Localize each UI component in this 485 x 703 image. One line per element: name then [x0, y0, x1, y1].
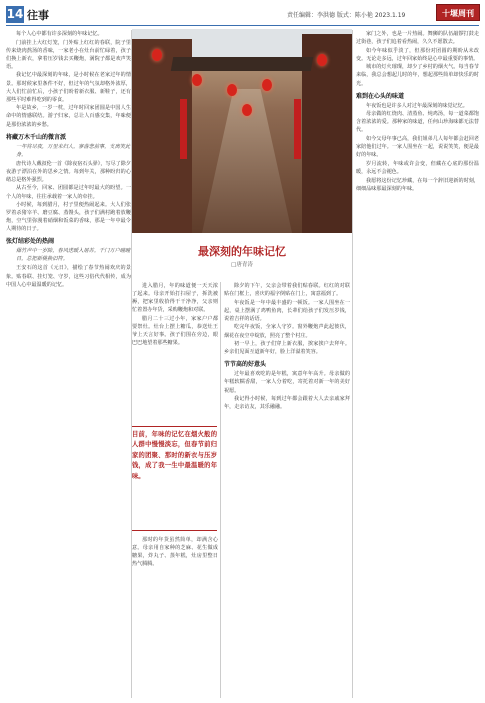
subheading: 将藏万木千山的微言派	[6, 133, 67, 141]
paragraph: 岁月流转，年味或许会变，但藏在心底的那份温暖，永远不会褪色。	[356, 160, 479, 175]
page-number: 14	[6, 7, 24, 21]
paragraph: 进入腊月，年的味道便一天天浓了起来。母亲开始打扫屋子，拆洗被褥，把家里收拾得干干净净，父亲则忙着置办年货，采购鞭炮和对联。	[132, 283, 218, 314]
paragraph: 吃完年夜饭，全家人守岁。窗外鞭炮声此起彼伏，烟花在夜空中绽放，照亮了整个村庄。	[224, 324, 350, 339]
paragraph: 小时候，每到腊月，村子里便热闹起来。大人们张罗着杀猪宰羊、磨豆腐、蒸馒头，孩子们满村跑着放鞭炮，空气里弥漫着硝烟和饭菜的香味，那是一年中最令人期待的日子。	[6, 202, 131, 233]
page-header	[0, 0, 485, 28]
paragraph: 门前挂上大红灯笼，门外贴上红红的春联，院子里传来烧肉熬汤的香味，一家老小在灶台前忙碌着，孩子们换上新衣，拿着压岁钱去买鞭炮，满院子都是欢声笑语。	[6, 39, 131, 70]
lantern-icon	[242, 104, 252, 116]
left-column	[6, 30, 131, 698]
lantern-icon	[152, 49, 162, 61]
column-divider	[220, 282, 221, 698]
paragraph: 母亲做的红烧肉、清蒸鱼、炖鸡汤，每一道菜都饱含着浓浓的爱。那种家的味道，任何山珍海味都无法替代。	[356, 111, 479, 134]
lantern-icon	[262, 79, 272, 91]
paragraph: 我记得小时候，每到过年都会跟着大人去亲戚家拜年，走亲访友，其乐融融。	[224, 396, 350, 411]
article-title: 最深刻的年味记忆	[198, 245, 286, 258]
couplet-icon	[180, 99, 187, 159]
paragraph: 那时的年货虽然简单，却满含心意。母亲用自家种的芝麻、花生做成糖果，炸丸子、蒸年糕，灶房里整日热气腾腾。	[132, 537, 218, 568]
street-photo	[132, 29, 352, 233]
paragraph: 每个人心中都有许多深刻的年味记忆。	[16, 31, 103, 37]
paragraph: 我记忆中最深刻的年味，是小时候在老家过年的情景。那时候家里条件不好，但过年的气氛却格外浓厚，大人们忙前忙后，小孩子们盼着新衣服、新鞋子，还有那些平时难得吃到的零食。	[6, 72, 131, 103]
quote-rule	[132, 426, 217, 427]
paragraph: 家门之外，也是一片热闹。舞狮的队伍敲锣打鼓走过街巷，孩子们追着看热闹，久久不愿散去。	[356, 31, 479, 46]
paragraph: 年夜饭是一年中最丰盛的一顿饭。一家人围坐在一起，桌上摆满了鸡鸭鱼肉，长辈们给孩子们发压岁钱，说着吉祥的话语。	[224, 299, 350, 322]
section-title: 往事	[27, 9, 49, 22]
paragraph: 初一早上，孩子们穿上新衣服，挨家挨户去拜年。乡亲们见面互道新年好，脸上洋溢着笑容。	[224, 341, 350, 356]
paragraph: 年是故乡，一岁一枕，过年时回家团圆是中国人生命中的情感联结。游子归家，总让人百感交集，年味便是那份浓浓的乡愁。	[6, 105, 131, 128]
lantern-icon	[192, 74, 202, 86]
middle-column-1-top	[132, 282, 218, 422]
paragraph: 如今父母年事已高，我们姐弟几人每年都会赶回老家陪他们过年。一家人围坐在一起，说说笑笑，便是最好的年味。	[356, 136, 479, 159]
paragraph: 如今年味似乎淡了，但那份对团圆的期盼从未改变。无论走多远，过年回家始终是心中最重要的事情。	[356, 47, 479, 62]
paragraph: 腊月二十三过小年，家家户户都要祭灶。灶台上摆上糖瓜，恭送灶王爷上天言好事。孩子们围在旁边，眼巴巴地望着那些糖果。	[132, 315, 218, 347]
middle-column-2	[224, 282, 350, 698]
subheading: 节节高的好意头	[224, 361, 267, 369]
header-rule	[6, 25, 479, 26]
right-column	[356, 30, 479, 698]
paragraph: 唐代诗人戴叔伦一首《除夜宿石头驿》，写尽了除夕夜游子漂泊在外的思乡之情。每到年关，那种盼归的心绪总是格外强烈。	[6, 160, 131, 183]
quote-rule	[132, 530, 217, 531]
paragraph: 过年最喜欢吃的是年糕，寓意年年高升。母亲做的年糕软糯香甜，一家人分着吃，寄托着对新一年的美好祝愿。	[224, 371, 350, 394]
paragraph: 王安石的这首《元日》，描绘了春节热闹欢庆的景象。贴春联、挂灯笼、守岁，这些习俗代代相传，成为中国人心中最温暖的记忆。	[6, 265, 131, 288]
middle-column-1-bottom	[132, 536, 218, 698]
pull-quote: 目前，年味的记忆在烟火般的人群中慢慢淡忘，但春节前归家的团聚、那时的新衣与压岁钱，成了我一生中最温暖的年味。	[132, 431, 217, 480]
lantern-icon	[317, 54, 327, 66]
article-header	[132, 233, 352, 279]
column-divider	[352, 30, 353, 698]
poem-quote: 爆竹声中一岁除，春风送暖入屠苏。千门万户曈曈日，总把新桃换旧符。	[16, 248, 131, 263]
paragraph: 我愿将这份记忆珍藏，在每一个辞旧迎新的时刻，细细品味那最深刻的年味。	[356, 177, 479, 192]
paragraph: 年夜饭也是许多人对过年最深刻的味觉记忆。	[366, 102, 468, 109]
masthead-logo: 十堰周刊	[436, 4, 480, 21]
editor-meta: 责任编辑：李洪德 版式：陈小艳 2023.1.19	[287, 12, 406, 19]
subheading: 张灯结彩处的热闹	[6, 238, 55, 246]
paragraph: 从古至今，回家、团圆都是过年时最大的盼望。一个人的年味，往往承载着一家人的牵挂。	[6, 185, 131, 200]
article-author: □唐青涛	[231, 262, 253, 268]
paragraph: 除夕的下午，父亲会带着我们贴春联。红红的对联贴在门框上，喜庆的福字倒贴在门上，寓意福到了。	[224, 283, 350, 298]
subheading: 难到在心头的味道	[356, 92, 405, 100]
poem-quote: 一年将尽夜，万里未归人。寥落悲前事，支离笑此身。	[16, 143, 131, 158]
photo-roof	[171, 57, 313, 71]
paragraph: 城市的灯火璀璨，却少了乡村的烟火气。每当春节来临，我总会想起儿时的年，想起那些简单却快乐的时光。	[356, 64, 479, 87]
couplet-icon	[294, 99, 301, 159]
lantern-icon	[227, 84, 237, 96]
